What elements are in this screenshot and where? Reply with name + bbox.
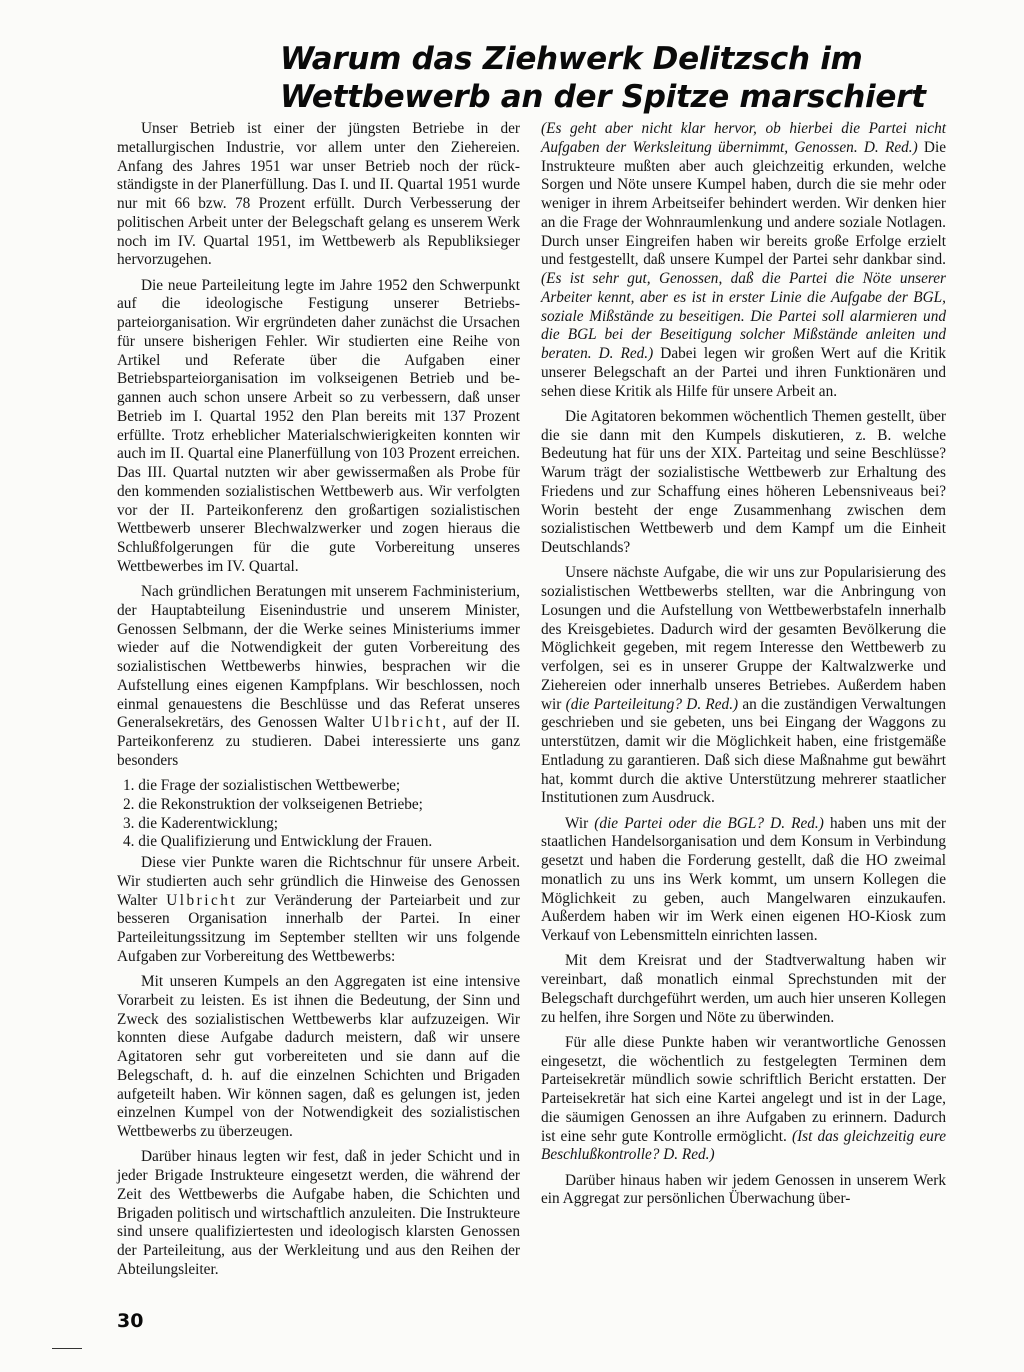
text-run: , auf der II. Parteikonferenz zu studieren. Dabei interessierte uns ganz besonders <box>117 714 520 769</box>
scan-mark <box>52 1348 82 1350</box>
paragraph: Darüber hinaus haben wir jedem Genossen in unserem Werk ein Aggregat zur persönlichen Überwachung über- <box>541 1171 946 1208</box>
editorial-note: (Es geht aber nicht klar hervor, ob hierbei die Partei nicht Aufgaben der Werksleitung übernimmt, Genossen. D. Red.) <box>541 120 946 156</box>
text-run: zur Veränderung der Parteiarbeit und zur besseren Organisation innerhalb der Partei. In einer Parteileitungssitzung im September stellten wir uns folgende Aufgaben zur Vorbereitung des Wettbewerbs: <box>117 891 521 965</box>
text-run: Dabei legen wir großen Wert auf die Kritik unserer Belegschaft an der Partei und ihren Funktionären und sehen diese Kritik als Hilfe für unsere Arbeit an. <box>541 345 946 400</box>
left-column <box>117 120 520 1286</box>
right-column <box>541 120 946 1216</box>
numbered-list <box>117 777 520 852</box>
list-item: 2. die Rekonstruktion der volkseigenen Betriebe; <box>123 795 423 813</box>
paragraph: Darüber hinaus legten wir fest, daß in jeder Schicht und in jeder Brigade Instrukteure eingesetzt werden, die während der Zeit des Wettbewerbs die Aufgabe haben, die Schichten und Brigaden politisch und wirtschaftlich anzuleiten. Die Instrukteure sind unsere qualifiziertesten und ideologisch klarsten Genossen der Parteileitung, aus der Werkleitung und aus den Reihen der Abteilungsleiter. <box>117 1148 520 1278</box>
text-run: Wir <box>565 814 589 832</box>
paragraph <box>541 564 946 808</box>
paragraph <box>541 120 946 401</box>
paragraph <box>541 1034 946 1165</box>
text-run: haben uns mit der staatlichen Handelsorganisation und dem Konsum in Verbindung gesetzt und haben die Forderung gestellt, daß die HO zweimal monatlich zu uns ins Werk kommt, um unsern Kollegen die Möglichkeit zu geben, auch Mangelwaren einzukaufen. Außerdem haben wir im Werk einen eigenen HO-Kiosk zum Verkauf von Lebensmitteln einrichten lassen. <box>541 814 947 944</box>
text-run: Nach gründlichen Beratungen mit unserem Fachministerium, der Hauptabteilung Eisenindustrie und unserem Minister, Genossen Selbmann, der die Werke seines Ministeriums immer wieder auf die Notwendigkeit der guten Vorbereitung des sozialistischen Wettbewerbs hinwies, besprachen wir die Aufstellung eines eigenen Kampfplans. Wir beschlossen, noch einmal genauestens die Beschlüsse und das Referat unseres Generalsekretärs, des Genossen Walter <box>117 583 520 732</box>
text-run: Die Instrukteure mußten aber auch gleichzeitig erkunden, welche Sorgen und Nöte unsere Kumpel haben, durch die sie mehr oder weniger in ihrem Arbeitseifer behindert werden. Wir denken hier an die Frage der Wohnraumlenkung und andere soziale Notlagen. Durch unser Eingreifen haben wir bereits große Erfolge erzielt und festgestellt, daß unsere Kumpel der Partei sehr dankbar sind. <box>541 138 946 269</box>
editorial-note: (Ist das gleichzeitig eure Beschlußkontrolle? D. Red.) <box>541 1127 947 1164</box>
spaced-name: Ulbricht <box>166 891 238 909</box>
page-number: 30 <box>117 1310 144 1332</box>
text-run: an die zuständigen Verwaltungen geschrieben und sie gebeten, uns bei Eingang der Waggons zu unterstützen, damit wir die Möglichkeit haben, eine fristgemäße Entladung zu garantieren. Daß sich diese Maßnahme gut bewährt hat, kommt durch die aktive Unterstützung mehrerer staatlicher Institutionen zum Ausdruck. <box>541 695 946 807</box>
paragraph <box>117 583 520 771</box>
spaced-name: Ulbricht <box>371 714 443 732</box>
paragraph: Die neue Parteileitung legte im Jahre 1952 den Schwerpunkt auf die ideologische Festigung unserer Betriebsparteiorganisation. Wir ergründeten daher zunächst die Ursachen für unsere bisherigen Fehler. Wir studierten eine Reihe von Artikel und Referate über die Aufgaben einer Betriebsparteiorganisation im volkseigenen Betrieb und begannen auch schon unsere Arbeit so zu verbessern, daß unser Betrieb im I. Quartal 1952 den Plan bereits mit 137 Prozent erfüllte. Trotz erheblicher Materialschwierigkeiten konnten wir auch im II. Quartal eine Planerfüllung von 103 Prozent erreichen. Das III. Quartal nutzten wir aber gewissermaßen als Probe für den kommenden sozialistischen Wettbewerb aus. Wir verfolgten vor der II. Parteikonferenz den großartigen sozialistischen Wettbewerb unserer Blechwalzwerker und zogen hieraus die Schlußfolgerungen für die gute Vorbereitung unseres Wettbewerbes im IV. Quartal. <box>117 276 520 575</box>
list-item: 1. die Frage der sozialistischen Wettbewerbe; <box>123 777 401 794</box>
paragraph <box>541 815 946 946</box>
text-run: Unsere nächste Aufgabe, die wir uns zur Popularisierung des sozialistischen Wettbewerbs stellten, war die Anbringung von Losungen und die Aufstellung von Wettbewerbstafeln innerhalb des Kreisgebietes. Dadurch wird der gesamten Bevölkerung die Möglichkeit gegeben, mit regem Interesse den Wettbewerb zu verfolgen, sei es in unserer Gruppe der Kaltwalzwerke und Ziehereien oder innerhalb unseres Betriebes. Außerdem haben wir <box>541 564 946 713</box>
paragraph: Unser Betrieb ist einer der jüngsten Betriebe in der metallurgischen Industrie, vor allem unter den Ziehereien. Anfang des Jahres 1951 war unser Betrieb noch der rückständigste in der Planerfüllung. Das I. und II. Quartal 1951 wurde nur mit 66 bzw. 78 Prozent erfüllt. Durch Verbesserung der politischen Arbeit unter der Belegschaft gelang es unserem Werk noch im IV. Quartal 1951, im Wettbewerb als Republiksieger hervorzugehen. <box>117 120 520 269</box>
list-item: 3. die Kaderentwicklung; <box>123 814 279 832</box>
editorial-note: (Es ist sehr gut, Genossen, daß die Partei die Nöte unserer Arbeiter kennt, aber es ist in erster Linie die Aufgabe der BGL, soziale Mißstände zu beseitigen. Die Partei soll alarmieren und die BGL bei der Beseitigung solcher Mißstände anleiten und beraten. D. Red.) <box>541 270 946 362</box>
text-run: Für alle diese Punkte haben wir verantwortliche Genossen eingesetzt, die wöchentlich zu festgelegten Terminen dem Parteisekretär mündlich sowie schriftlich Bericht erstatten. Der Parteisekretär hat sich eine Kartei angelegt und ist in der Lage, die säumigen Genossen an ihre Aufgaben zu erinnern. Dadurch ist eine sehr gute Kontrolle ermöglicht. <box>541 1033 946 1145</box>
editorial-note: (die Parteileitung? D. Red.) <box>565 695 739 713</box>
editorial-note: (die Partei oder die BGL? D. Red.) <box>594 814 824 832</box>
paragraph: Mit dem Kreisrat und der Stadtverwaltung haben wir vereinbart, daß monatlich einmal Sprechstunden mit der Belegschaft durchgeführt werden, um auch hier unseren Kollegen zu helfen, ihre Sorgen und Nöte zu überwinden. <box>541 952 946 1026</box>
paragraph: Mit unseren Kumpels an den Aggregaten ist eine intensive Vorarbeit zu leisten. Es ist ihnen die Bedeutung, der Sinn und Zweck des sozialistischen Wettbewerbs klar aufzuzeigen. Wir konnten diese Aufgabe dadurch meistern, daß wir unsere Agitatoren sehr gut vorbereiteten und sie dann auf die Belegschaft, d. h. auf die einzelnen Schichten und Brigaden aufgeteilt haben. Wir können sagen, daß es gelungen ist, jeden einzelnen Kumpel von der Notwendigkeit des sozialistischen Wettbewerbs zu überzeugen. <box>117 973 520 1140</box>
text-run: Diese vier Punkte waren die Richtschnur für unsere Arbeit. Wir studierten auch sehr gründlich die Hinweise des Genossen Walter <box>117 854 520 909</box>
paragraph: Die Agitatoren bekommen wöchentlich Themen gestellt, über die sie dann mit den Kumpels diskutieren, z. B. welche Bedeutung hat für uns der XIX. Parteitag und seine Beschlüsse? Warum trägt der sozialistische Wettbewerb zur Erhaltung des Friedens und zur Schaffung eines höheren Lebensniveaus bei? Worin besteht der enge Zusammenhang zwischen dem sozialistischen Wettbewerb und dem Kampf um die Einheit Deutschlands? <box>541 407 946 556</box>
article-title: Warum das Ziehwerk Delitzsch im Wettbewerb an der Spitze marschiert <box>280 41 926 115</box>
list-item: 4. die Qualifizierung und Entwicklung der Frauen. <box>123 833 433 851</box>
paragraph <box>117 854 520 967</box>
